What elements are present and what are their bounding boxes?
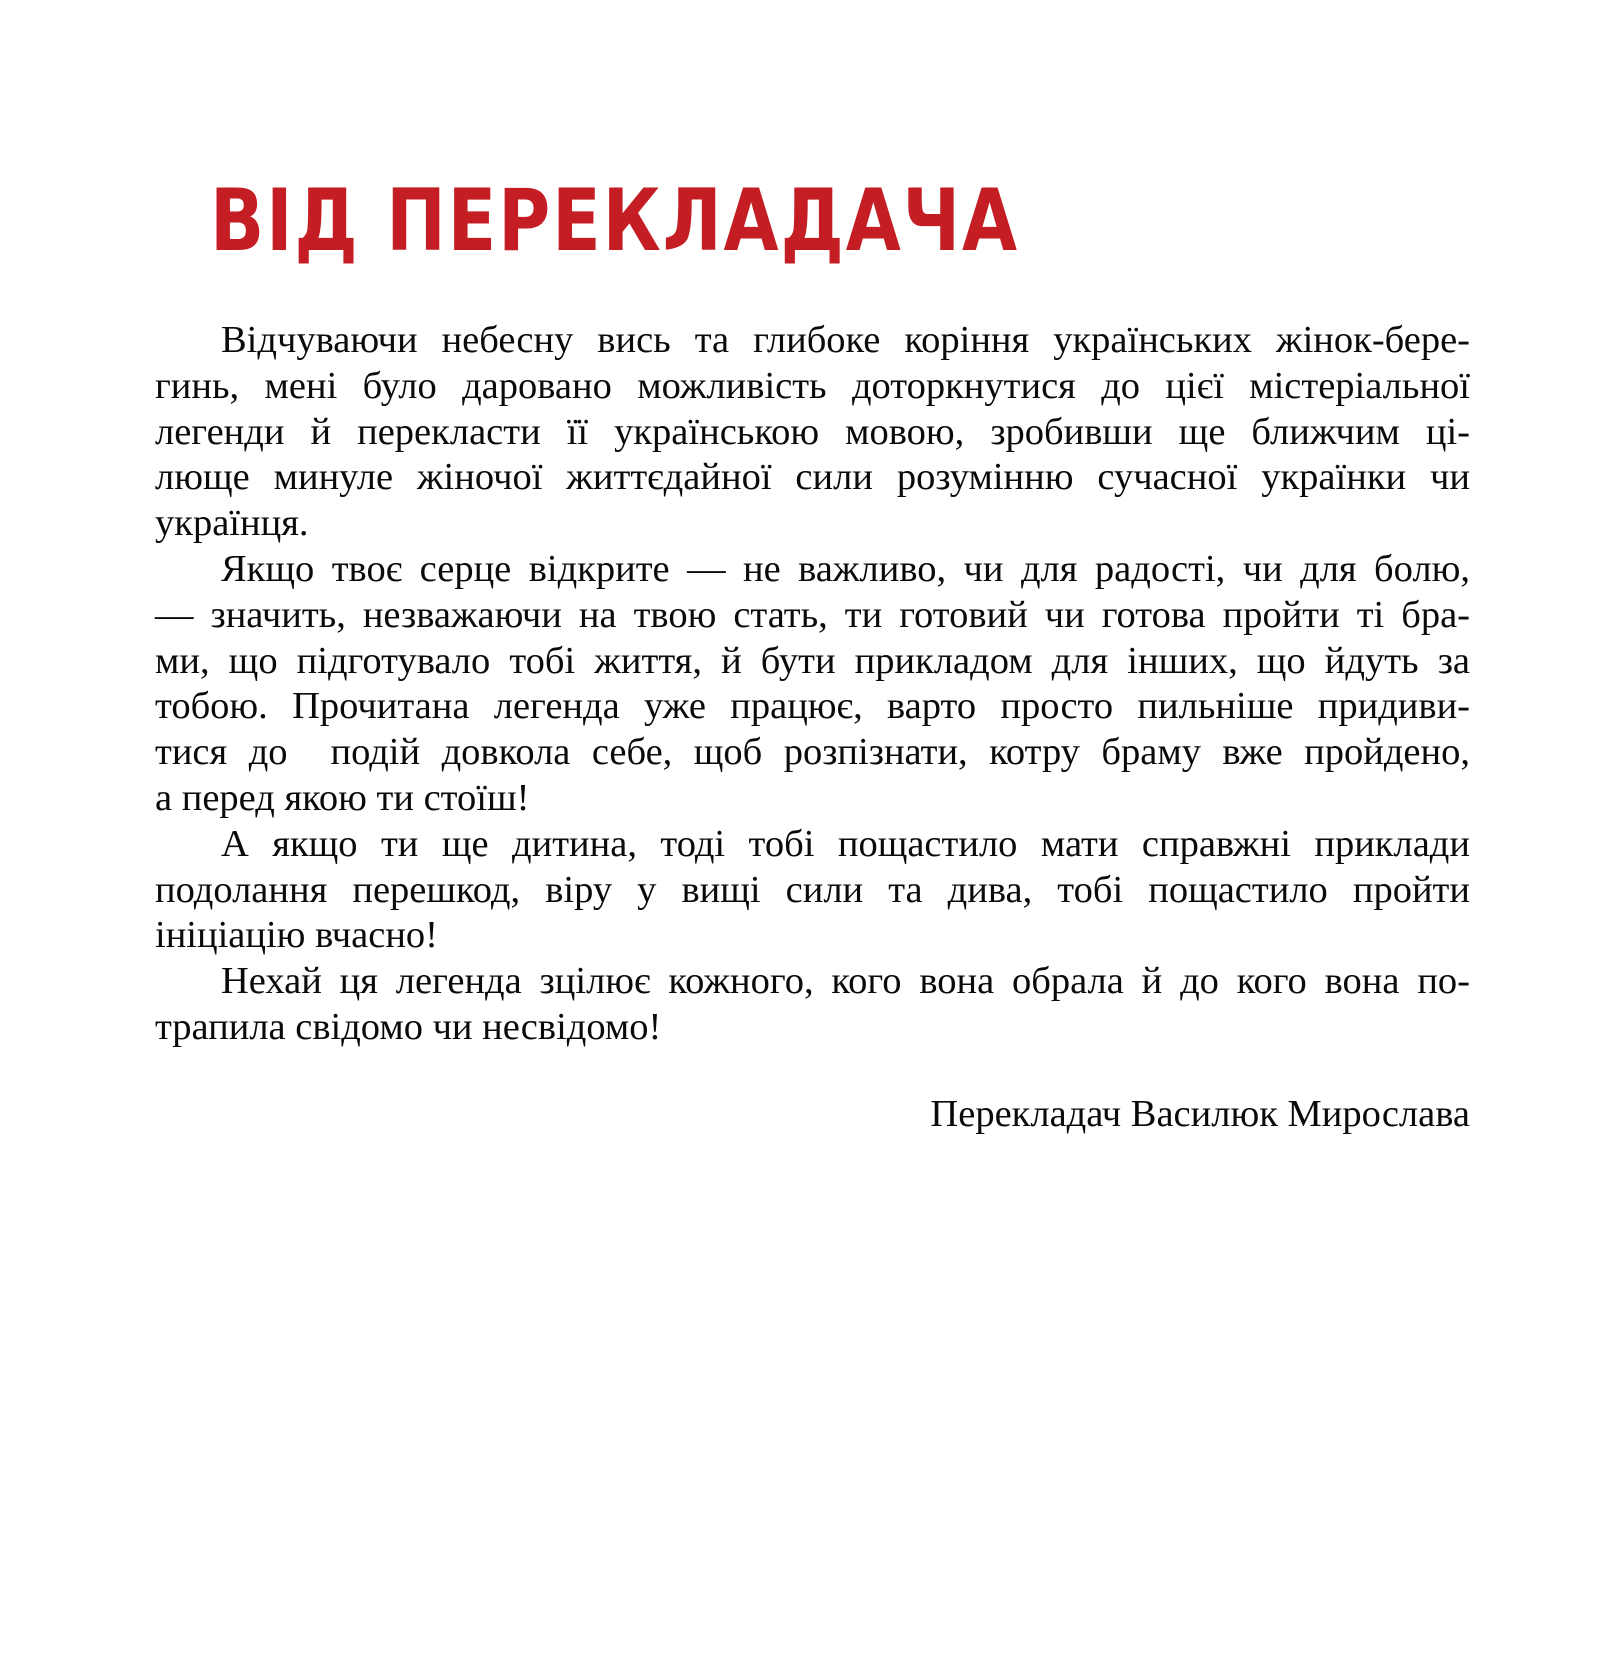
paragraph-1 bbox=[155, 318, 1470, 547]
page-title: ВІД ПЕРЕКЛАДАЧА bbox=[210, 171, 1019, 271]
text-line: А якщо ти ще дитина, тоді тобі пощастило мати справжні приклади bbox=[221, 822, 1470, 865]
text-line: — значить, незважаючи на твою стать, ти готовий чи готова пройти ті бра- bbox=[155, 593, 1470, 636]
text-line: українця. bbox=[155, 502, 309, 545]
paragraph-4 bbox=[155, 959, 1470, 1051]
text-line: трапила свідомо чи несвідомо! bbox=[155, 1005, 662, 1048]
text-line: ми, що підготувало тобі життя, й бути прикладом для інших, що йдуть за bbox=[155, 639, 1470, 682]
text-line: а перед якою ти стоїш! bbox=[155, 776, 530, 819]
text-line: люще минуле жіночої життєдайної сили розумінню сучасної українки чи bbox=[155, 456, 1470, 499]
paragraph-2 bbox=[155, 547, 1470, 822]
text-line: подолання перешкод, віру у вищі сили та дива, тобі пощастило пройти bbox=[155, 868, 1470, 911]
text-line: тися до подій довкола себе, щоб розпізнати, котру браму вже пройдено, bbox=[155, 731, 1470, 774]
text-line: тобою. Прочитана легенда уже працює, варто просто пильніше придиви- bbox=[155, 685, 1470, 728]
body-text-block bbox=[155, 318, 1470, 1051]
text-line: Якщо твоє серце відкрите — не важливо, чи для радості, чи для болю, bbox=[221, 547, 1470, 590]
paragraph-3 bbox=[155, 822, 1470, 959]
text-line: гинь, мені було даровано можливість доторкнутися до цієї містеріальної bbox=[155, 364, 1470, 407]
text-line: Відчуваючи небесну вись та глибоке коріння українських жінок-бере- bbox=[221, 319, 1470, 361]
text-line: Нехай ця легенда зцілює кожного, кого вона обрала й до кого вона по- bbox=[221, 960, 1470, 1003]
text-line: ініціацію вчасно! bbox=[155, 914, 438, 957]
text-line: легенди й перекласти її українською мовою, зробивши ще ближчим ці- bbox=[155, 410, 1470, 453]
translator-signature: Перекладач Василюк Мирослава bbox=[930, 1093, 1470, 1135]
